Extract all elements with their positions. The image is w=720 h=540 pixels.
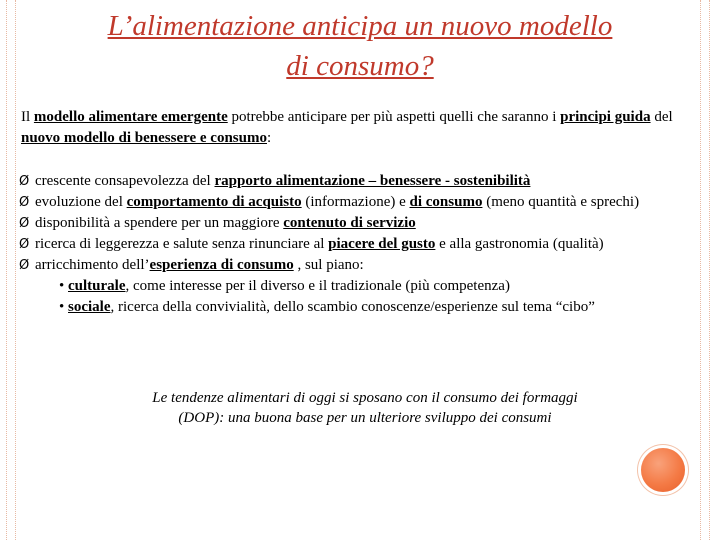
item-emphasis: di consumo — [409, 194, 483, 210]
list-item — [19, 255, 709, 276]
intro-text: potrebbe anticipare per più aspetti quelli che saranno i — [227, 109, 561, 125]
item-text: , ricerca della convivialità, dello scambio conoscenze/esperienze sul tema “cibo” — [110, 299, 595, 315]
list-item — [19, 171, 709, 192]
arrow-bullet-icon: Ø — [19, 258, 30, 273]
conclusion-line-1: Le tendenze alimentari di oggi si sposano con il consumo dei formaggi — [152, 390, 578, 406]
item-text: disponibilità a spendere per un maggiore — [35, 215, 284, 231]
item-text: evoluzione del — [35, 194, 127, 210]
item-text: arricchimento dell’ — [35, 257, 150, 273]
item-text: ricerca di leggerezza e salute senza rinunciare al — [35, 236, 329, 252]
intro-text: Il — [21, 109, 34, 125]
item-emphasis: esperienza di consumo — [149, 257, 294, 273]
arrow-bullet-icon: Ø — [19, 237, 30, 252]
dot-bullet-icon: • — [59, 278, 69, 294]
sub-list-item — [19, 276, 709, 297]
intro-emphasis: modello alimentare emergente — [33, 109, 228, 125]
item-emphasis: sociale — [68, 299, 111, 315]
item-text: (informazione) e — [301, 194, 410, 210]
decorative-circle — [641, 448, 685, 492]
arrow-bullet-icon: Ø — [19, 174, 30, 189]
list-item — [19, 192, 709, 213]
slide-title — [40, 6, 680, 86]
item-text: , sul piano: — [293, 257, 364, 273]
title-line-1: L’alimentazione anticipa un nuovo modello — [107, 10, 613, 42]
item-text: (meno quantità e sprechi) — [482, 194, 640, 210]
item-emphasis: culturale — [68, 278, 126, 294]
arrow-bullet-icon: Ø — [19, 195, 30, 210]
intro-text: : — [266, 130, 272, 146]
bullet-list — [19, 171, 709, 318]
list-item — [19, 234, 709, 255]
item-emphasis: comportamento di acquisto — [126, 194, 302, 210]
item-emphasis: contenuto di servizio — [283, 215, 416, 231]
item-text: crescente consapevolezza del — [35, 173, 215, 189]
dot-bullet-icon: • — [59, 299, 69, 315]
item-emphasis: piacere del gusto — [328, 236, 436, 252]
title-line-2: di consumo? — [286, 50, 434, 82]
sub-list-item — [19, 297, 709, 318]
intro-emphasis: nuovo modello di benessere e consumo — [21, 130, 267, 146]
arrow-bullet-icon: Ø — [19, 216, 30, 231]
item-emphasis: rapporto alimentazione – benessere - sostenibilità — [214, 173, 531, 189]
intro-text: del — [650, 109, 673, 125]
list-item — [19, 213, 709, 234]
intro-paragraph — [21, 107, 701, 149]
conclusion-text — [60, 388, 670, 428]
conclusion-line-2: (DOP): una buona base per un ulteriore sviluppo dei consumi — [178, 410, 552, 426]
item-text: , come interesse per il diverso e il tradizionale (più competenza) — [125, 278, 510, 294]
item-text: e alla gastronomia (qualità) — [435, 236, 604, 252]
intro-emphasis: principi guida — [560, 109, 651, 125]
left-dotted-frame — [6, 0, 16, 540]
